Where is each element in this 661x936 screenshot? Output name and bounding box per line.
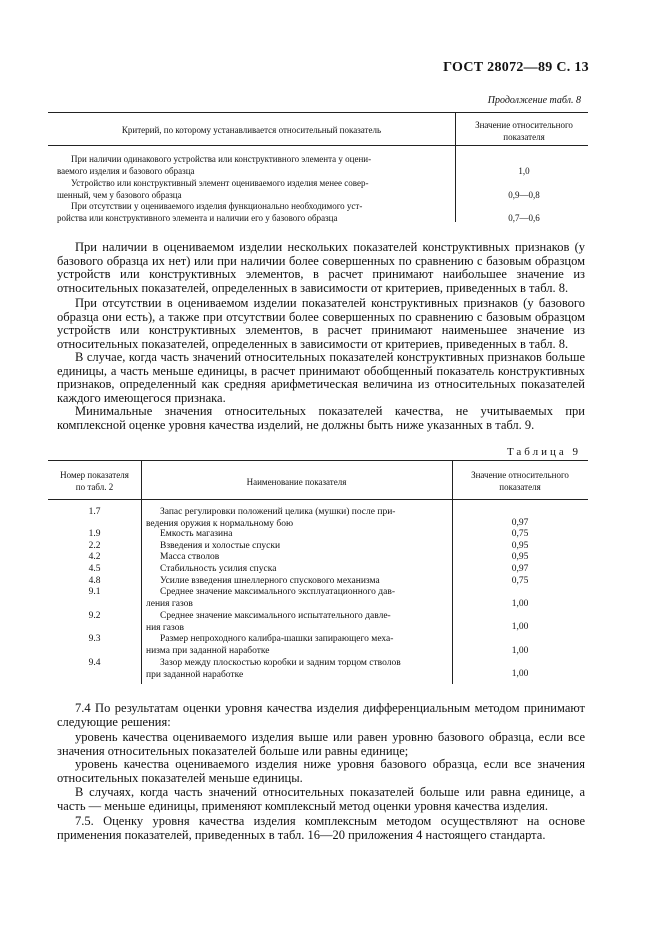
table8-row-text-1: При отсутствии у оцениваемого изделия функционально необходимого уст- xyxy=(71,201,363,211)
table8-row-text-2: шенный, чем у базового образца xyxy=(57,190,182,200)
table9-header-name: Наименование показателя xyxy=(246,477,347,487)
table8-row xyxy=(57,177,449,201)
table8-top-rule xyxy=(48,112,588,113)
table9-row-number: 4.5 xyxy=(88,564,101,574)
table9-row-number: 1.9 xyxy=(88,529,101,539)
table8-row-text-1: При наличии одинакового устройства или конструктивного элемента у оцени- xyxy=(71,154,372,164)
table9-row-name: Масса стволов xyxy=(160,552,220,562)
decision-paragraph-2: уровень качества оцениваемого изделия ниже уровня базового образца, если все значения относительных показателей меньше единицы. xyxy=(57,757,585,785)
decision-paragraph-3: В случаях, когда часть значений относительных показателей больше или равна единице, а часть — меньше единицы, применяют комплексный метод оценки уровня качества изделия. xyxy=(57,785,585,813)
table9-row-name: Взведения и холостые спуски xyxy=(160,541,281,551)
table8-row xyxy=(57,153,449,177)
table9-row-value: 0,97 xyxy=(511,564,529,574)
table9-row-number: 9.1 xyxy=(88,587,101,597)
table9-row-value: 1,00 xyxy=(511,646,529,656)
table9-top-rule xyxy=(48,460,588,461)
table9-row-value: 1,00 xyxy=(511,599,529,609)
page-header: ГОСТ 28072—89 С. 13 xyxy=(443,60,589,75)
table9-row-number: 9.2 xyxy=(88,611,101,621)
table9-row-number: 9.4 xyxy=(88,658,101,668)
table8-row-text-1: Устройство или конструктивный элемент оцениваемого изделия менее совер- xyxy=(71,178,369,188)
table8-row xyxy=(57,200,449,224)
table8-row-text-2: ройства или конструктивного элемента и наличии его у базового образца xyxy=(57,213,338,223)
table8-header-rule xyxy=(48,145,588,146)
body-paragraph-4: Минимальные значения относительных показателей качества, не учитываемых при комплексной оценке уровня качества изделий, не должны быть ниже указанных в табл. 9. xyxy=(57,404,585,432)
table9-title: Таблица 9 xyxy=(506,446,581,458)
table9-row-value: 0,97 xyxy=(511,518,529,528)
table9-row-name: Среднее значение максимального эксплуатационного дав- ления газов xyxy=(146,587,396,609)
table9-row-value: 1,00 xyxy=(511,622,529,632)
table8-header-value: Значение относительного показателя xyxy=(475,120,573,142)
table8-col-divider xyxy=(455,112,456,222)
section-7-4-paragraph: 7.4 По результатам оценки уровня качества изделия дифференциальным методом принимают следующие решения: xyxy=(57,701,585,729)
table9-header-value: Значение относительного показателя xyxy=(471,470,569,492)
table9-row-value: 1,00 xyxy=(511,669,529,679)
table9-row-name: Емкость магазина xyxy=(160,529,233,539)
table8-row-value: 0,9—0,8 xyxy=(508,190,540,200)
table9-row-name: Запас регулировки положений целика (мушки) после при- ведения оружия к нормальному бою xyxy=(146,507,396,529)
table9-row-value: 0,95 xyxy=(511,541,529,551)
decision-paragraph-1: уровень качества оцениваемого изделия выше или равен уровню базового образца, если все значения относительных показателей больше или равны единице; xyxy=(57,730,585,758)
table9-header-number: Номер показателя по табл. 2 xyxy=(60,470,129,492)
table9-row-number: 4.2 xyxy=(88,552,101,562)
section-7-5-paragraph: 7.5. Оценку уровня качества изделия комплексным методом осуществляют на основе применения показателей, приведенных в табл. 16—20 приложения 4 настоящего стандарта. xyxy=(57,814,585,842)
table9-row-number: 4.8 xyxy=(88,576,101,586)
table9-row-value: 0,95 xyxy=(511,552,529,562)
body-paragraph-1: При наличии в оцениваемом изделии нескольких показателей конструктивных признаков (у базового образца их нет) или при наличии более совершенных по сравнению с базовым образцом устройств или конструктивных элементов, в расчет принимают наибольшее значение из относительных показателей, определенных в зависимости от критериев, приведенных в табл. 8. xyxy=(57,240,585,295)
table9-row-name: Усилие взведения шнеллерного спускового механизма xyxy=(160,576,380,586)
table9-row-value: 0,75 xyxy=(511,529,529,539)
body-paragraph-3: В случае, когда часть значений относительных показателей конструктивных признаков больше единицы, а часть меньше единицы, в расчет принимают обобщенный показатель конструктивных признаков, определенный как средняя арифметическая величина из относительных показателей каждого имеющегося признака. xyxy=(57,350,585,405)
table8-continuation-label: Продолжение табл. 8 xyxy=(487,95,581,106)
table8-row-value: 1,0 xyxy=(518,166,530,176)
table9-row-name: Зазор между плоскостью коробки и задним торцом стволов при заданной наработке xyxy=(146,658,401,680)
table9-row-number: 9.3 xyxy=(88,634,101,644)
table8-row-text-2: ваемого изделия и базового образца xyxy=(57,166,195,176)
table9-header-rule xyxy=(48,499,588,500)
body-paragraph-2: При отсутствии в оцениваемом изделии показателей конструктивных признаков (у базового образца они есть), а также при отсутствии более совершенных по сравнению с базовым образцом устройств или конструктивных элементов, в расчет принимают наименьшее значение из относительных показателей, определенных в зависимости от критериев, приведенных в табл. 8. xyxy=(57,296,585,351)
table9-row-number: 1.7 xyxy=(88,507,101,517)
table9-row-name: Среднее значение максимального испытательного давле- ния газов xyxy=(146,611,391,633)
table9-row-number: 2.2 xyxy=(88,541,101,551)
table9-row-name: Стабильность усилия спуска xyxy=(160,564,277,574)
table8-row-value: 0,7—0,6 xyxy=(508,213,540,223)
table9-row-name: Размер непроходного калибра-шашки запирающего меха- низма при заданной наработке xyxy=(146,634,394,656)
table9-row-value: 0,75 xyxy=(511,576,529,586)
table8-header-criterion: Критерий, по которому устанавливается относительный показатель xyxy=(121,125,382,135)
table9-col-divider-1 xyxy=(141,460,142,684)
